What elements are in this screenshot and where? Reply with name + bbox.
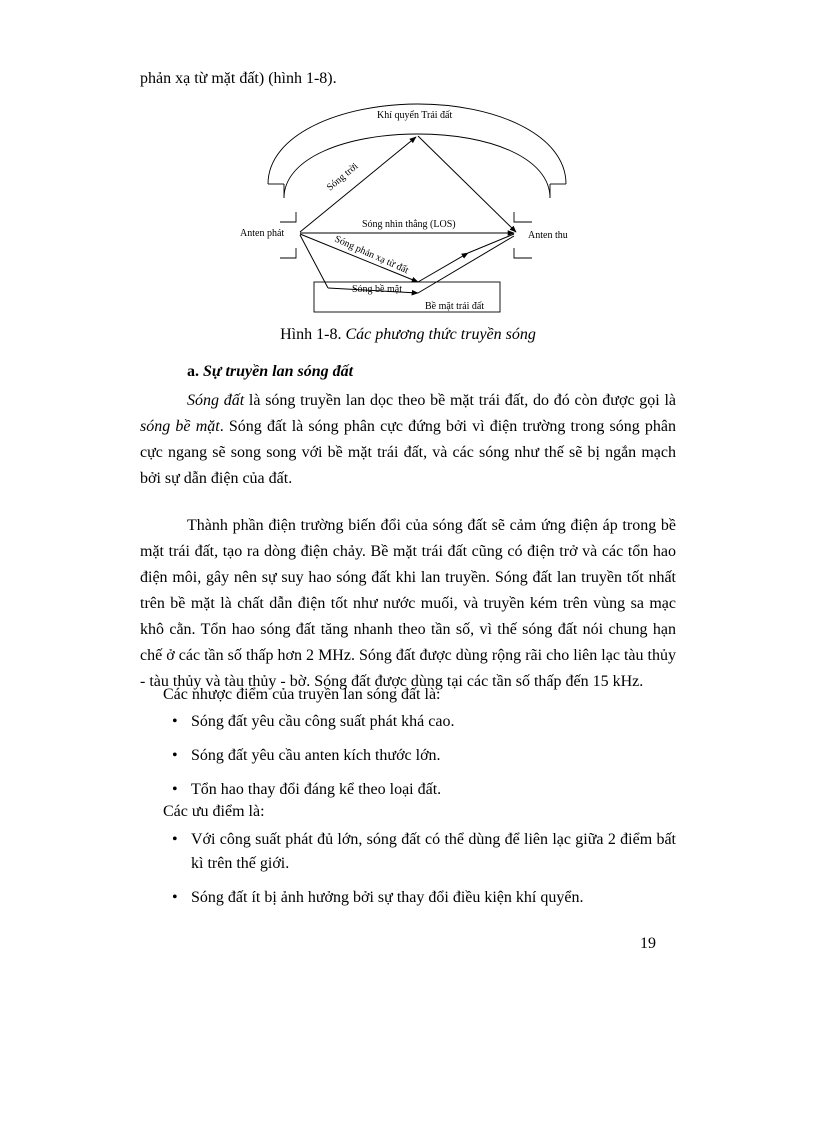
propagation-diagram-svg [232,100,602,316]
term-ground-wave: Sóng đất [187,392,245,409]
rx-antenna-bottom [514,248,532,258]
list-item: • Tổn hao thay đổi đáng kể theo loại đất. [172,778,676,802]
bullet: • [172,713,178,730]
bullet: • [172,781,178,798]
section-title: Sự truyền lan sóng đất [203,363,354,380]
caption-text: Các phương thức truyền sóng [345,326,536,343]
tx-antenna-top [280,212,296,222]
bullet: • [172,889,178,906]
disadvantages-heading: Các nhược điểm của truyền lan sóng đất là: [163,686,441,703]
los-label: Sóng nhìn thẳng (LOS) [362,219,456,230]
atmosphere-inner-arc [284,134,550,198]
bullet: • [172,747,178,764]
ground-wave-left [300,235,328,288]
figure-caption [0,324,816,346]
reflected-wave-down [300,234,418,282]
bullet: • [172,831,178,848]
paragraph-1 [140,388,676,492]
term-surface-wave: sóng bề mặt [140,418,220,435]
list-item: • Với công suất phát đủ lớn, sóng đất có thể dùng để liên lạc giữa 2 điểm bất kì trên thế giới. [172,828,676,876]
ground-wave-label: Sóng bề mặt [352,284,402,295]
reflected-label: Sóng phản xạ từ đất [332,233,411,277]
list-item: • Sóng đất ít bị ảnh hưởng bởi sự thay đổi điều kiện khí quyển. [172,886,676,910]
rx-antenna-top [514,212,532,222]
atmosphere-label: Khí quyển Trái đất [377,110,453,121]
paragraph-1-text-2: . Sóng đất là sóng phân cực đứng bởi vì điện trường trong sóng phân cực ngang sẽ song song với bề mặt trái đất, và các sóng như thế sẽ bị ngắn mạch bởi sự dẫn điện của đất. [140,418,677,487]
section-heading [187,363,353,381]
caption-prefix: Hình 1-8. [280,326,342,343]
disadvantages-list [172,710,676,812]
sky-wave-down [418,136,516,232]
section-number: a. [187,363,199,380]
list-item: • Sóng đất yêu cầu anten kích thước lớn. [172,744,676,768]
propagation-diagram [232,100,602,316]
advantages-list [172,828,676,920]
sky-wave-label: Sóng trời [324,160,361,194]
paragraph-1-text-1: là sóng truyền lan dọc theo bề mặt trái đất, do đó còn được gọi là [244,392,676,409]
sky-wave-up [300,137,416,232]
intro-line: phản xạ từ mặt đất) (hình 1-8). [140,70,337,87]
page-number: 19 [640,935,656,952]
earth-surface-label: Bề mặt trái đất [425,301,485,312]
rx-label: Anten thu [528,230,568,241]
tx-label: Anten phát [240,228,285,239]
tx-antenna-bottom [280,248,296,258]
list-item: • Sóng đất yêu cầu công suất phát khá cao. [172,710,676,734]
advantages-heading: Các ưu điểm là: [163,803,265,820]
paragraph-2: Thành phần điện trường biến đổi của sóng đất sẽ cảm ứng điện áp trong bề mặt trái đất, tạo ra dòng điện chảy. Bề mặt trái đất cũng có điện trở và các tổn hao điện môi, gây nên sự suy hao sóng đất khi lan truyền. Sóng đất lan truyền tốt nhất trên bề mặt là chất dẫn điện tốt như nước muối, và truyền kém trên vùng sa mạc khô cằn. Tổn hao sóng đất tăng nhanh theo tần số, vì thế sóng đất nói chung hạn chế ở các tần số thấp hơn 2 MHz. Sóng đất được dùng rộng rãi cho liên lạc tàu thủy - tàu thủy và tàu thủy - bờ. Sóng đất được dùng tại các tần số thấp đến 15 kHz. [140,517,676,690]
